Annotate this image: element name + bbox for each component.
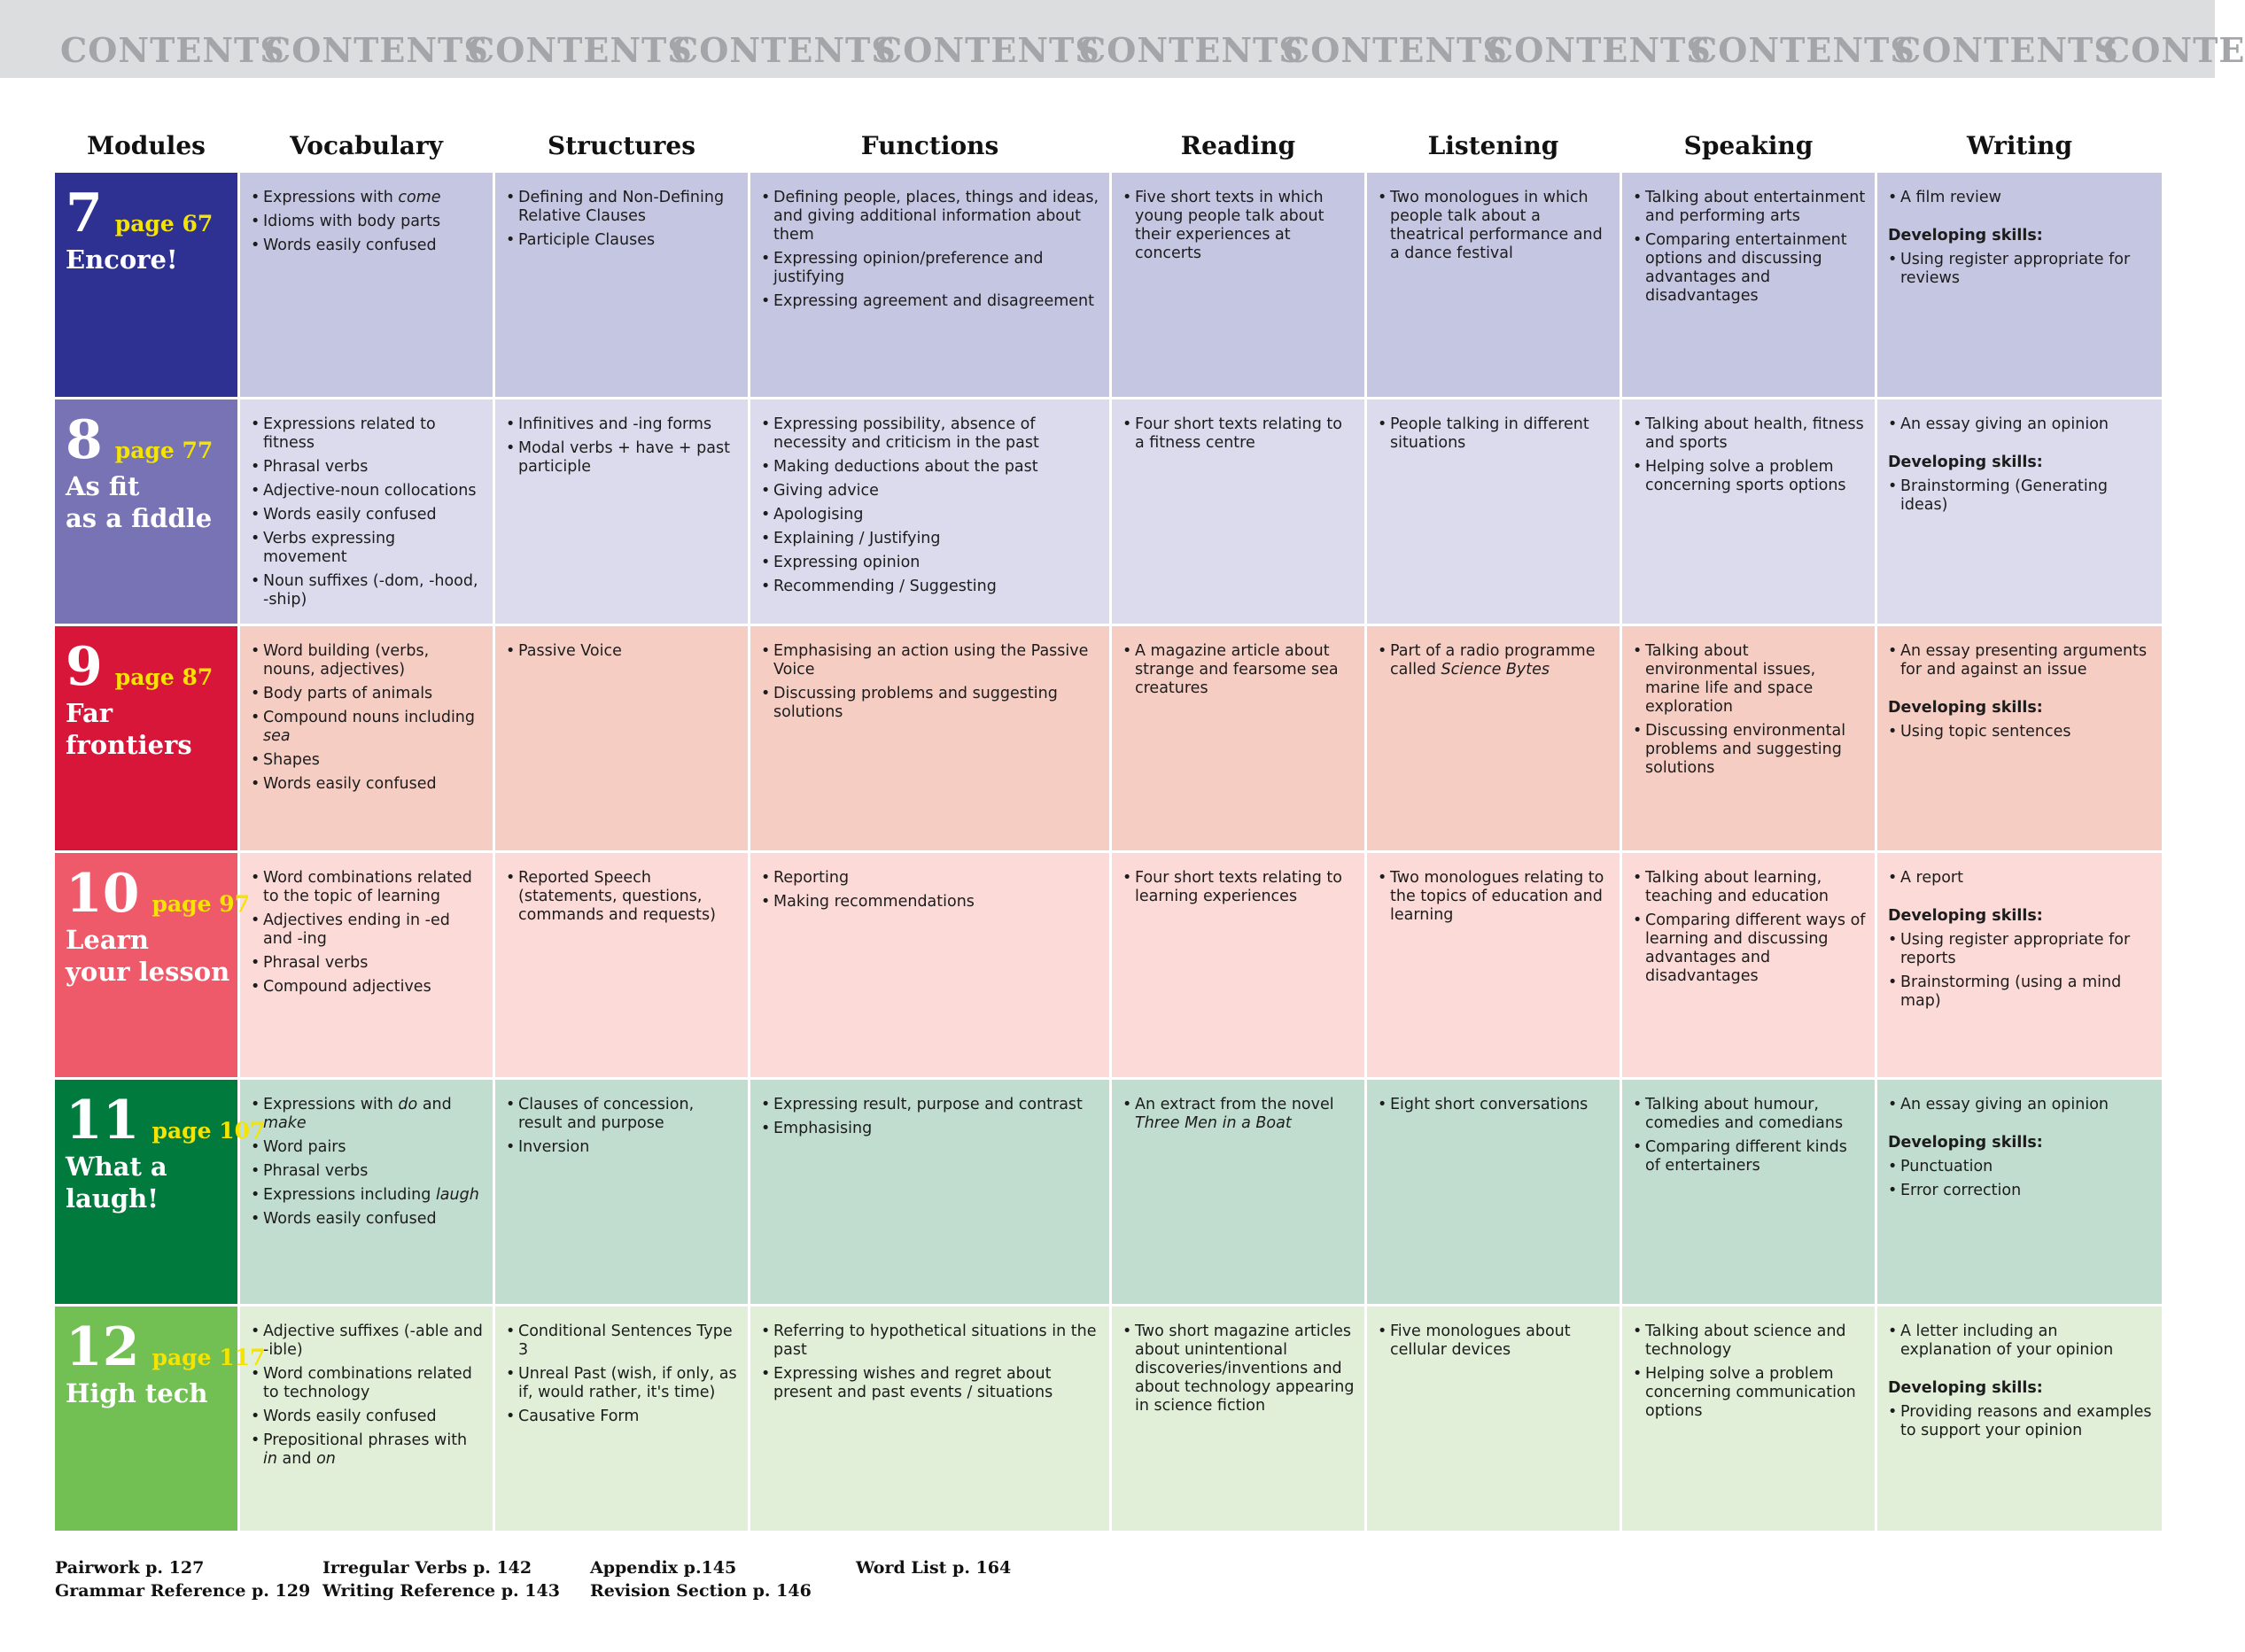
- list-item: • Talking about entertainment and performing arts: [1633, 189, 1866, 226]
- list-item: • A report: [1888, 869, 2153, 888]
- bullet-list: [251, 1322, 484, 1469]
- list-item: • Using register appropriate for reviews: [1888, 251, 2153, 288]
- list-item: • Referring to hypothetical situations in the past: [761, 1322, 1100, 1360]
- list-item: • Discussing problems and suggesting solutions: [761, 685, 1100, 722]
- bullet-list: [506, 1096, 739, 1157]
- functions-cell: [750, 853, 1109, 1077]
- module-title-line: as a fiddle: [66, 503, 213, 533]
- bullet-list: [1122, 415, 1356, 453]
- list-item: • Conditional Sentences Type 3: [506, 1322, 739, 1360]
- banner-contents-word: CONTENTS: [1487, 30, 1712, 70]
- speaking-cell: [1622, 399, 1875, 624]
- module-page-link[interactable]: page 107: [151, 1118, 266, 1144]
- list-item: • Brainstorming (using a mind map): [1888, 973, 2153, 1011]
- listening-cell: [1367, 173, 1620, 397]
- footer-reference-link[interactable]: Appendix p.145: [590, 1558, 737, 1578]
- bullet-list: [1888, 1322, 2153, 1360]
- bullet-list: [1633, 1322, 1866, 1421]
- footer-reference-link[interactable]: Revision Section p. 146: [590, 1581, 812, 1601]
- developing-skills-list: [1888, 723, 2153, 741]
- banner-contents-word: CONTENTS: [468, 30, 693, 70]
- list-item: • Expressing possibility, absence of necessity and criticism in the past: [761, 415, 1100, 453]
- list-item: • Talking about science and technology: [1633, 1322, 1866, 1360]
- bullet-list: [1633, 642, 1866, 778]
- bullet-list: [1888, 642, 2153, 679]
- module-title: [66, 244, 237, 275]
- developing-skills-label: Developing skills:: [1888, 1379, 2043, 1397]
- list-item: • Adjectives ending in -ed and -ing: [251, 911, 484, 949]
- writing-cell: [1877, 173, 2162, 397]
- list-item: • Expressions including laugh: [251, 1186, 484, 1205]
- column-header-reading: Reading: [1180, 131, 1296, 160]
- list-item: • Word building (verbs, nouns, adjectives): [251, 642, 484, 679]
- module-8-cell: [55, 399, 237, 624]
- bullet-list: [1888, 869, 2153, 888]
- list-item: • Explaining / Justifying: [761, 530, 1100, 548]
- banner-contents-word: CONTENTS: [672, 30, 897, 70]
- banner-contents-word: CONTENTS: [1894, 30, 2119, 70]
- banner-contents-word: CONTENTS: [60, 30, 285, 70]
- module-title: [66, 924, 237, 988]
- module-heading: [66, 409, 237, 471]
- list-item: • Expressions with come: [251, 189, 484, 207]
- developing-skills-label: Developing skills:: [1888, 1134, 2043, 1152]
- developing-skills-list: [1888, 1158, 2153, 1200]
- list-item: • Recommending / Suggesting: [761, 578, 1100, 596]
- module-title-line: Far frontiers: [66, 698, 192, 760]
- list-item: • Expressing wishes and regret about present and past events / situations: [761, 1365, 1100, 1402]
- column-header-writing: Writing: [1966, 131, 2073, 160]
- bullet-list: [1888, 1096, 2153, 1114]
- list-item: • Apologising: [761, 506, 1100, 524]
- bullet-list: [1378, 1096, 1611, 1114]
- developing-skills-list: [1888, 931, 2153, 1011]
- reading-cell: [1112, 853, 1364, 1077]
- list-item: • Helping solve a problem concerning sports options: [1633, 458, 1866, 495]
- listening-cell: [1367, 626, 1620, 850]
- list-item: • Talking about learning, teaching and education: [1633, 869, 1866, 906]
- bullet-list: [1122, 869, 1356, 906]
- functions-cell: [750, 399, 1109, 624]
- bullet-list: [251, 869, 484, 997]
- list-item: • Adjective suffixes (-able and -ible): [251, 1322, 484, 1360]
- reading-cell: [1112, 1307, 1364, 1531]
- list-item: • Comparing entertainment options and discussing advantages and disadvantages: [1633, 231, 1866, 306]
- module-title-line: What a laugh!: [66, 1152, 167, 1214]
- reading-cell: [1112, 1080, 1364, 1304]
- bullet-list: [1378, 869, 1611, 925]
- list-item: • Words easily confused: [251, 237, 484, 255]
- developing-skills-list: [1888, 477, 2153, 515]
- developing-skills-label: Developing skills:: [1888, 699, 2043, 717]
- developing-skills-list: [1888, 1403, 2153, 1440]
- module-7-cell: [55, 173, 237, 397]
- module-page-link[interactable]: page 97: [151, 891, 251, 917]
- list-item: • Error correction: [1888, 1182, 2153, 1200]
- module-number: 11: [66, 1090, 140, 1152]
- bullet-list: [1378, 1322, 1611, 1360]
- column-header-functions: Functions: [860, 131, 999, 160]
- list-item: • Comparing different kinds of entertainers: [1633, 1138, 1866, 1175]
- list-item: • Two monologues in which people talk about a theatrical performance and a dance festival: [1378, 189, 1611, 263]
- structures-cell: [495, 853, 748, 1077]
- bullet-list: [761, 189, 1100, 311]
- module-title-line: As fit: [66, 471, 140, 501]
- bullet-list: [761, 642, 1100, 722]
- list-item: • Phrasal verbs: [251, 458, 484, 477]
- list-item: • Using register appropriate for reports: [1888, 931, 2153, 968]
- list-item: • Prepositional phrases with in and on: [251, 1431, 484, 1469]
- module-number: 12: [66, 1316, 140, 1378]
- bullet-list: [1122, 1096, 1356, 1133]
- footer-group: [590, 1556, 812, 1602]
- list-item: • Word combinations related to technology: [251, 1365, 484, 1402]
- list-item: • Clauses of concession, result and purpose: [506, 1096, 739, 1133]
- list-item: • Four short texts relating to a fitness centre: [1122, 415, 1356, 453]
- list-item: • Using topic sentences: [1888, 723, 2153, 741]
- list-item: • Punctuation: [1888, 1158, 2153, 1176]
- functions-cell: [750, 1080, 1109, 1304]
- vocabulary-cell: [240, 173, 493, 397]
- writing-cell: [1877, 399, 2162, 624]
- module-heading: [66, 182, 237, 244]
- reading-cell: [1112, 399, 1364, 624]
- module-title: [66, 1151, 237, 1214]
- bullet-list: [1378, 642, 1611, 679]
- list-item: • Two monologues relating to the topics of education and learning: [1378, 869, 1611, 925]
- list-item: • Phrasal verbs: [251, 1162, 484, 1181]
- developing-skills-label: Developing skills:: [1888, 907, 2043, 925]
- list-item: • Passive Voice: [506, 642, 739, 661]
- writing-cell: [1877, 626, 2162, 850]
- list-item: • Causative Form: [506, 1408, 739, 1426]
- writing-cell: [1877, 1307, 2162, 1531]
- list-item: • Inversion: [506, 1138, 739, 1157]
- structures-cell: [495, 626, 748, 850]
- speaking-cell: [1622, 626, 1875, 850]
- contents-banner: [0, 0, 2245, 78]
- module-title-line: Learn: [66, 925, 149, 955]
- bullet-list: [1378, 415, 1611, 453]
- developing-skills-label: Developing skills:: [1888, 227, 2043, 244]
- list-item: • Words easily confused: [251, 1210, 484, 1229]
- module-page-link[interactable]: page 77: [114, 438, 214, 463]
- bullet-list: [506, 869, 739, 925]
- list-item: • Helping solve a problem concerning communication options: [1633, 1365, 1866, 1421]
- bullet-list: [761, 1322, 1100, 1402]
- module-title-line: your lesson: [66, 957, 230, 987]
- vocabulary-cell: [240, 853, 493, 1077]
- banner-contents-word: CONTENTS: [1283, 30, 1508, 70]
- list-item: • Talking about environmental issues, marine life and space exploration: [1633, 642, 1866, 717]
- speaking-cell: [1622, 1080, 1875, 1304]
- bullet-list: [506, 415, 739, 477]
- bullet-list: [1122, 189, 1356, 263]
- module-title-line: High tech: [66, 1378, 208, 1408]
- list-item: • Word pairs: [251, 1138, 484, 1157]
- module-page-link[interactable]: page 67: [114, 211, 214, 237]
- module-heading: [66, 1090, 266, 1152]
- module-title: [66, 1377, 237, 1409]
- bullet-list: [1122, 642, 1356, 698]
- footer-group: [856, 1556, 1011, 1579]
- module-heading: [66, 863, 251, 925]
- module-title-line: Encore!: [66, 244, 178, 275]
- list-item: • Defining and Non-Defining Relative Clauses: [506, 189, 739, 226]
- list-item: • Body parts of animals: [251, 685, 484, 703]
- list-item: • Compound nouns including sea: [251, 709, 484, 746]
- module-number: 8: [66, 409, 103, 471]
- listening-cell: [1367, 1080, 1620, 1304]
- bullet-list: [506, 189, 739, 250]
- bullet-list: [1633, 869, 1866, 986]
- list-item: • Phrasal verbs: [251, 954, 484, 973]
- list-item: • Infinitives and -ing forms: [506, 415, 739, 434]
- list-item: • Shapes: [251, 751, 484, 770]
- footer-reference-link[interactable]: Word List p. 164: [856, 1558, 1012, 1578]
- list-item: • Words easily confused: [251, 506, 484, 524]
- list-item: • Modal verbs + have + past participle: [506, 439, 739, 477]
- listening-cell: [1367, 853, 1620, 1077]
- list-item: • Emphasising: [761, 1120, 1100, 1138]
- module-title: [66, 697, 237, 761]
- list-item: • Making deductions about the past: [761, 458, 1100, 477]
- banner-contents-word: CONTENTS: [1079, 30, 1304, 70]
- list-item: • Unreal Past (wish, if only, as if, would rather, it's time): [506, 1365, 739, 1402]
- banner-contents-word: CONTENTS: [875, 30, 1100, 70]
- column-header-listening: Listening: [1427, 131, 1559, 160]
- module-9-cell: [55, 626, 237, 850]
- reading-cell: [1112, 626, 1364, 850]
- vocabulary-cell: [240, 626, 493, 850]
- bullet-list: [1633, 1096, 1866, 1175]
- list-item: • Compound adjectives: [251, 978, 484, 997]
- list-item: • Words easily confused: [251, 775, 484, 794]
- list-item: • Expressing opinion: [761, 554, 1100, 572]
- structures-cell: [495, 173, 748, 397]
- speaking-cell: [1622, 853, 1875, 1077]
- reading-cell: [1112, 173, 1364, 397]
- list-item: • A magazine article about strange and fearsome sea creatures: [1122, 642, 1356, 698]
- bullet-list: [1122, 1322, 1356, 1415]
- list-item: • Reporting: [761, 869, 1100, 888]
- developing-skills-label: Developing skills:: [1888, 454, 2043, 471]
- list-item: • Five short texts in which young people talk about their experiences at concerts: [1122, 189, 1356, 263]
- list-item: • Expressing result, purpose and contrast: [761, 1096, 1100, 1114]
- module-number: 10: [66, 863, 140, 925]
- speaking-cell: [1622, 1307, 1875, 1531]
- bullet-list: [761, 869, 1100, 911]
- contents-table: [55, 121, 2162, 1531]
- list-item: • Providing reasons and examples to support your opinion: [1888, 1403, 2153, 1440]
- list-item: • Making recommendations: [761, 893, 1100, 911]
- structures-cell: [495, 1307, 748, 1531]
- footer-group: [55, 1556, 310, 1602]
- module-10-cell: [55, 853, 251, 1077]
- list-item: • Comparing different ways of learning and discussing advantages and disadvantages: [1633, 911, 1866, 986]
- module-heading: [66, 1316, 266, 1378]
- list-item: • Expressing agreement and disagreement: [761, 292, 1100, 311]
- bullet-list: [251, 1096, 484, 1229]
- footer-reference-link[interactable]: Irregular Verbs p. 142: [322, 1558, 532, 1578]
- vocabulary-cell: [240, 1080, 493, 1304]
- footer-group: [322, 1556, 560, 1602]
- vocabulary-cell: [240, 1307, 493, 1531]
- writing-cell: [1877, 1080, 2162, 1304]
- module-title: [66, 470, 237, 534]
- bullet-list: [1378, 189, 1611, 263]
- module-page-link[interactable]: page 117: [151, 1345, 266, 1370]
- column-header-vocabulary: Vocabulary: [290, 131, 443, 160]
- list-item: • Four short texts relating to learning experiences: [1122, 869, 1356, 906]
- column-header-modules: Modules: [87, 131, 206, 160]
- structures-cell: [495, 399, 748, 624]
- functions-cell: [750, 173, 1109, 397]
- footer-reference-link[interactable]: Writing Reference p. 143: [322, 1581, 560, 1601]
- functions-cell: [750, 1307, 1109, 1531]
- list-item: • Verbs expressing movement: [251, 530, 484, 567]
- list-item: • Expressions with do and make: [251, 1096, 484, 1133]
- list-item: • Defining people, places, things and ideas, and giving additional information about them: [761, 189, 1100, 244]
- bullet-list: [1888, 415, 2153, 434]
- list-item: • Expressions related to fitness: [251, 415, 484, 453]
- list-item: • Adjective-noun collocations: [251, 482, 484, 500]
- module-11-cell: [55, 1080, 266, 1304]
- list-item: • Emphasising an action using the Passive Voice: [761, 642, 1100, 679]
- bullet-list: [506, 1322, 739, 1426]
- module-12-cell: [55, 1307, 266, 1531]
- list-item: • Participle Clauses: [506, 231, 739, 250]
- list-item: • Brainstorming (Generating ideas): [1888, 477, 2153, 515]
- functions-cell: [750, 626, 1109, 850]
- speaking-cell: [1622, 173, 1875, 397]
- footer-reference-link[interactable]: Grammar Reference p. 129: [55, 1581, 311, 1601]
- list-item: • A film review: [1888, 189, 2153, 207]
- bullet-list: [1888, 189, 2153, 207]
- list-item: • Reported Speech (statements, questions, commands and requests): [506, 869, 739, 925]
- list-item: • Eight short conversations: [1378, 1096, 1611, 1114]
- writing-cell: [1877, 853, 2162, 1077]
- list-item: • Expressing opinion/preference and justifying: [761, 250, 1100, 287]
- list-item: • Discussing environmental problems and suggesting solutions: [1633, 722, 1866, 778]
- list-item: • Part of a radio programme called Science Bytes: [1378, 642, 1611, 679]
- list-item: • An essay giving an opinion: [1888, 415, 2153, 434]
- list-item: • People talking in different situations: [1378, 415, 1611, 453]
- banner-contents-word: CONTENTS: [1690, 30, 1915, 70]
- bullet-list: [761, 1096, 1100, 1138]
- listening-cell: [1367, 1307, 1620, 1531]
- bullet-list: [251, 189, 484, 255]
- footer-reference-link[interactable]: Pairwork p. 127: [55, 1558, 205, 1578]
- list-item: • An essay giving an opinion: [1888, 1096, 2153, 1114]
- developing-skills-list: [1888, 251, 2153, 288]
- bullet-list: [761, 415, 1100, 596]
- banner-contents-word: CONTENTS: [264, 30, 489, 70]
- list-item: • Idioms with body parts: [251, 213, 484, 231]
- vocabulary-cell: [240, 399, 493, 624]
- module-number: 9: [66, 636, 103, 698]
- listening-cell: [1367, 399, 1620, 624]
- bullet-list: [251, 415, 484, 609]
- column-header-structures: Structures: [548, 131, 695, 160]
- list-item: • Noun suffixes (-dom, -hood, -ship): [251, 572, 484, 609]
- list-item: • Words easily confused: [251, 1408, 484, 1426]
- module-heading: [66, 636, 237, 698]
- list-item: • Word combinations related to the topic of learning: [251, 869, 484, 906]
- module-page-link[interactable]: page 87: [114, 664, 214, 690]
- list-item: • Two short magazine articles about unintentional discoveries/inventions and about technology appearing in science fiction: [1122, 1322, 1356, 1415]
- list-item: • Giving advice: [761, 482, 1100, 500]
- list-item: • An essay presenting arguments for and against an issue: [1888, 642, 2153, 679]
- column-header-speaking: Speaking: [1683, 131, 1814, 160]
- list-item: • Five monologues about cellular devices: [1378, 1322, 1611, 1360]
- list-item: • Talking about humour, comedies and comedians: [1633, 1096, 1866, 1133]
- module-number: 7: [66, 182, 103, 244]
- list-item: • Talking about health, fitness and sports: [1633, 415, 1866, 453]
- bullet-list: [251, 642, 484, 794]
- list-item: • A letter including an explanation of your opinion: [1888, 1322, 2153, 1360]
- bullet-list: [506, 642, 739, 661]
- bullet-list: [1633, 415, 1866, 495]
- structures-cell: [495, 1080, 748, 1304]
- banner-contents-word: CONTE: [2103, 30, 2245, 70]
- list-item: • An extract from the novel Three Men in a Boat: [1122, 1096, 1356, 1133]
- bullet-list: [1633, 189, 1866, 306]
